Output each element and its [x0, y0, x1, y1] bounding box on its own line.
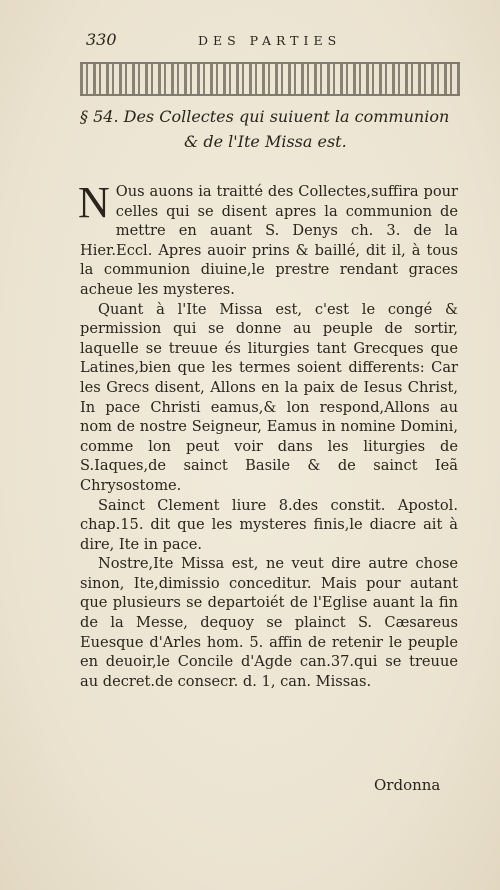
paragraph-1	[78, 178, 458, 300]
catchword: Ordonna	[374, 776, 441, 794]
body-text	[78, 178, 458, 691]
paragraph-3: Sainct Clement liure 8.des constit. Apostol. chap.15. dit que les mysteres finis,le diacre ait à dire, Ite in pace.	[80, 496, 458, 553]
page-header	[86, 30, 460, 50]
drop-cap: N	[78, 178, 110, 227]
section-heading-line-2: & de l'Ite Missa est.	[184, 132, 347, 151]
section-heading	[80, 104, 470, 154]
running-title: DES PARTIES	[198, 33, 342, 48]
ornamental-band	[80, 62, 460, 96]
page-number: 330	[86, 30, 117, 49]
section-heading-line-1: § 54. Des Collectes qui suiuent la communion	[80, 107, 450, 126]
paragraph-4: Nostre,Ite Missa est, ne veut dire autre chose sinon, Ite,dimissio conceditur. Mais pour autant que plusieurs se departoiét de l'Eglise auant la fin de la Messe, dequoy se plainct S. Cæsareus Euesque d'Arles hom. 5. affin de retenir le peuple en deuoir,le Concile d'Agde can.37.qui se treuue au decret.de consecr. d. 1, can. Missas.	[80, 555, 458, 690]
paragraph-2: Quant à l'Ite Missa est, c'est le congé & permission qui se donne au peuple de sortir, laquelle se treuue és liturgies tant Grecques que Latines,bien que les termes soient differents: Car les Grecs disent, Allons en la paix de Iesus Christ, In pace Christi eamus,& lon respond,Allons au nom de nostre Seigneur, Eamus in nomine Domini, comme lon peut voir dans les liturgies de S.Iaques,de sainct Basile & de sainct Ieã Chrysostome.	[80, 300, 458, 494]
paragraph-1-text: Ous auons ia traitté des Collectes,suffira pour celles qui se disent apres la communion de mettre en auant S. Denys ch. 3. de la Hier.Eccl. Apres auoir prins & baillé, dit il, à tous la communion diuine,le prestre rendant graces acheue les mysteres.	[80, 183, 458, 298]
